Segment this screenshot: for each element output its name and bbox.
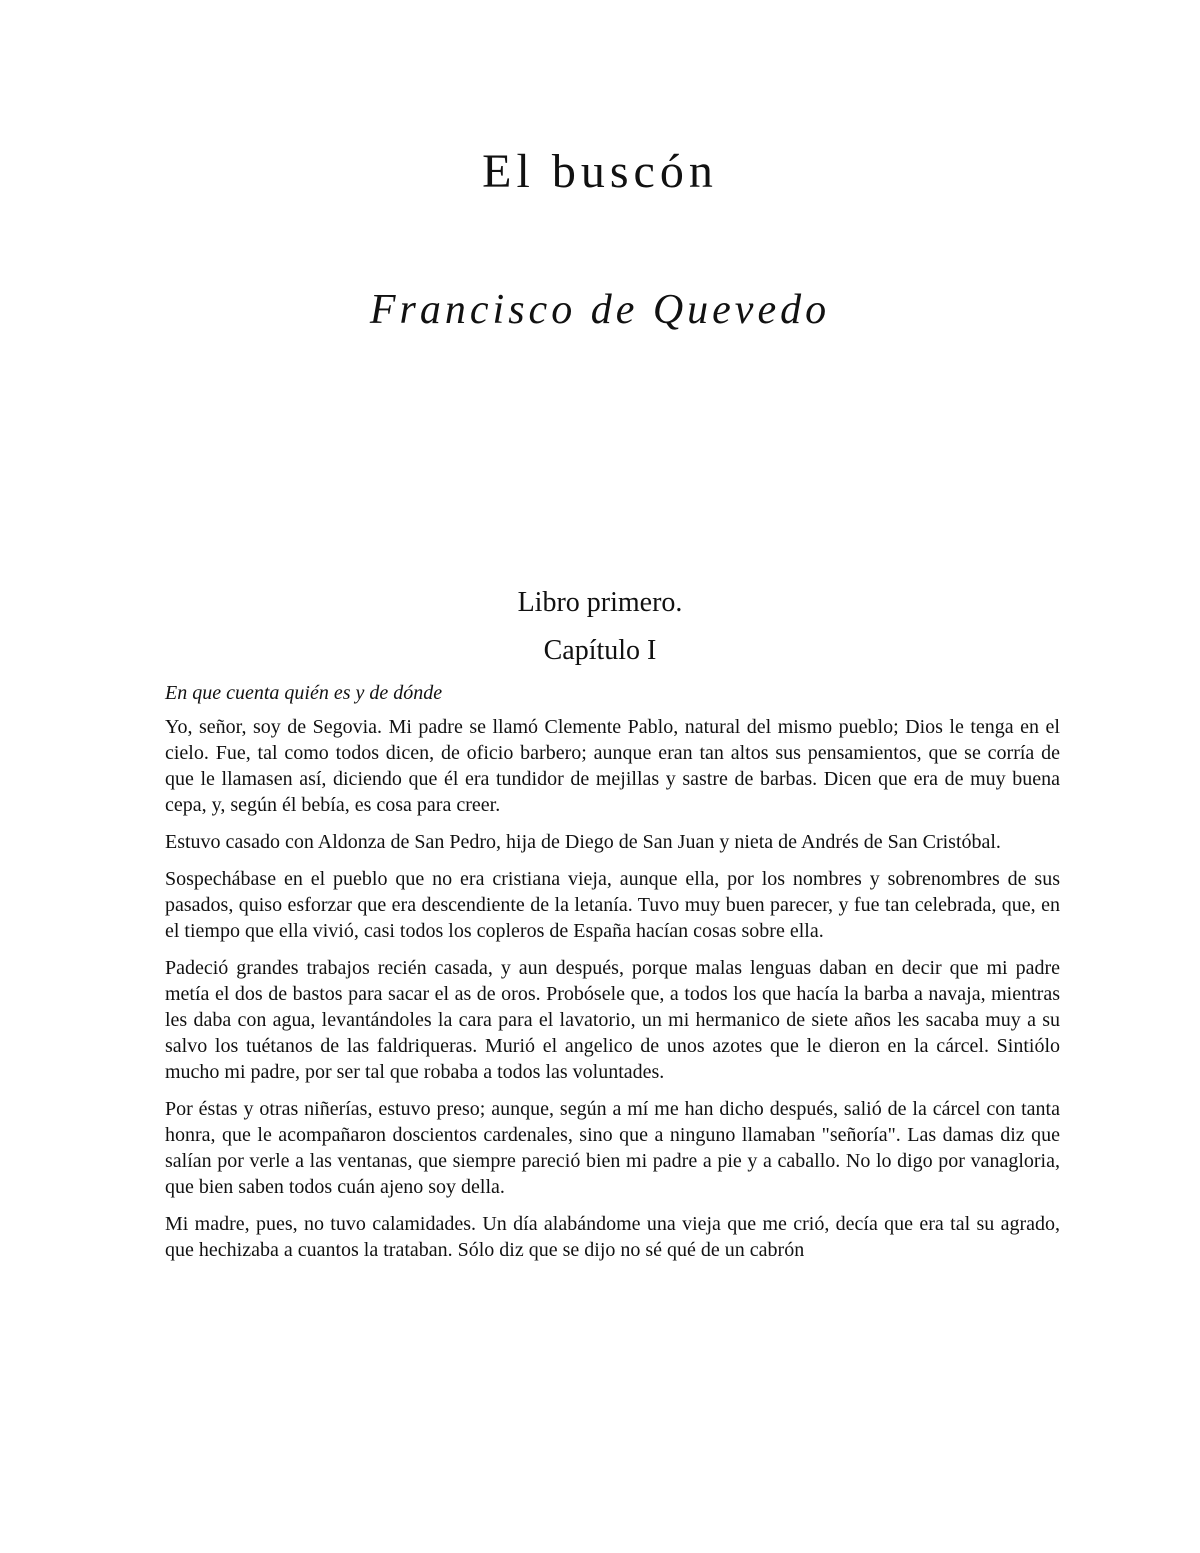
paragraph: Por éstas y otras niñerías, estuvo preso; aunque, según a mí me han dicho después, salió de la cárcel con tanta honra, que le acompañaron doscientos cardenales, sino que a ninguno llamaban "señoría". Las damas diz que salían por verle a las ventanas, que siempre pareció bien mi padre a pie y a caballo. No lo digo por vanagloria, que bien saben todos cuán ajeno soy della.	[165, 1098, 1060, 1198]
paragraph: Sospechábase en el pueblo que no era cristiana vieja, aunque ella, por los nombres y sobrenombres de sus pasados, quiso esforzar que era descendiente de la letanía. Tuvo muy buen parecer, y fue tan celebrada, que, en el tiempo que ella vivió, casi todos los copleros de España hacían cosas sobre ella.	[165, 868, 1060, 942]
paragraph: Mi madre, pues, no tuvo calamidades. Un día alabándome una vieja que me crió, decía que era tal su agrado, que hechizaba a cuantos la trataban. Sólo diz que se dijo no sé qué de un cabrón	[165, 1213, 1060, 1261]
document-author: Francisco de Quevedo	[369, 287, 831, 333]
chapter-body	[165, 680, 1060, 1274]
chapter-heading: Capítulo I	[543, 635, 657, 666]
paragraph: Padeció grandes trabajos recién casada, y aun después, porque malas lenguas daban en decir que mi padre metía el dos de bastos para sacar el as de oros. Probósele que, a todos los que hacía la barba a navaja, mientras les daba con agua, levantándoles la cara para el lavatorio, un mi hermanico de siete años les sacaba muy a su salvo los tuétanos de las faldriqueras. Murió el angelico de unos azotes que le dieron en la cárcel. Sintiólo mucho mi padre, por ser tal que robaba a todos las voluntades.	[165, 957, 1060, 1083]
book-heading: Libro primero.	[517, 587, 683, 618]
paragraph: Yo, señor, soy de Segovia. Mi padre se llamó Clemente Pablo, natural del mismo pueblo; Dios le tenga en el cielo. Fue, tal como todos dicen, de oficio barbero; aunque eran tan altos sus pensamientos, que se corría de que le llamasen así, diciendo que él era tundidor de mejillas y sastre de barbas. Dicen que era de muy buena cepa, y, según él bebía, es cosa para creer.	[165, 716, 1060, 816]
paragraph: Estuvo casado con Aldonza de San Pedro, hija de Diego de San Juan y nieta de Andrés de San Cristóbal.	[165, 831, 1001, 853]
chapter-subtitle: En que cuenta quién es y de dónde	[165, 682, 443, 704]
document-title: El buscón	[482, 145, 718, 198]
